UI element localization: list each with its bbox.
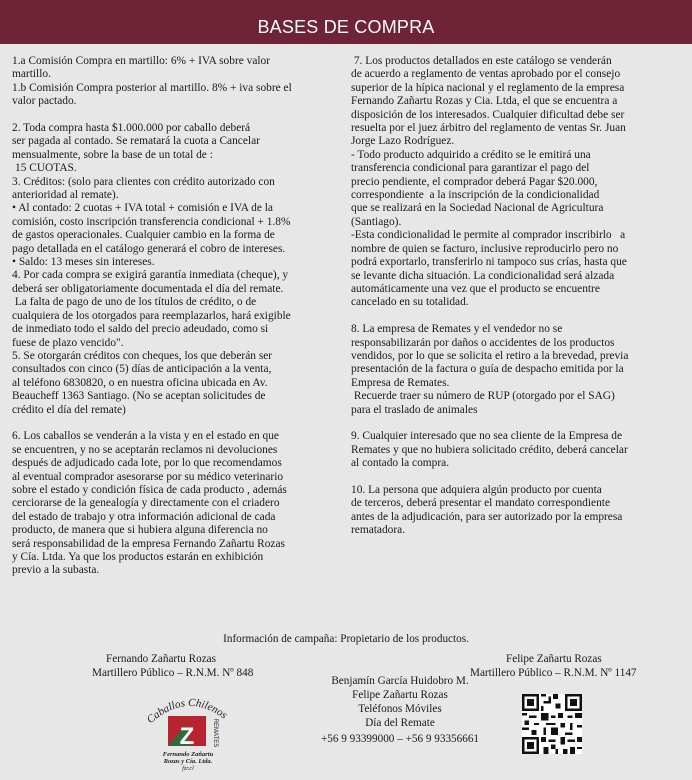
logo-line-1: Fernando Zañartu xyxy=(162,751,214,758)
clause-5: 5. Se otorgarán créditos con cheques, los que deberán ser consultados con cinco (5) días de anticipación a la venta, al teléfono 6830820, o en nuestra oficina ubicada en Av. Beaucheff 1363 Santiago. (No se aceptan solicitudes de crédito el día del remate) xyxy=(12,349,273,416)
footer xyxy=(0,628,692,779)
qr-code-icon xyxy=(522,694,582,754)
contact-block xyxy=(270,674,530,746)
logo-graphic xyxy=(138,688,238,776)
auctioneer-right-name: Felipe Zañartu Rozas xyxy=(506,653,602,665)
clause-3: 3. Créditos: (solo para clientes con crédito autorizado con anterioridad al remate). • Al contado: 2 cuotas + IVA total + comisión e IVA de la comisión, costo inscripción transferencia condicional + 1.8% de gastos operacionales. Cualquier cambio en la forma de pago detallada en el catálogo generará el cobro de intereses. • Saldo: 13 meses sin intereses. xyxy=(12,175,291,269)
clause-8: 8. La empresa de Remates y el vendedor no se responsabilizarán por daños o accidentes de los productos vendidos, por lo que se solicita el retiro a la brevedad, previa presentación de la factura o guía de despacho emitida por la Empresa de Remates. Recuerde traer su número de RUP (otorgado por el SAG) para el traslado de animales xyxy=(351,323,629,416)
left-column xyxy=(12,55,337,578)
contact-label: Teléfonos Móviles xyxy=(358,703,442,715)
logo-arc-text: Caballos Chilenos xyxy=(144,696,230,726)
contact-name-1: Benjamín García Huidobro M. xyxy=(331,675,469,687)
auctioneer-left-title: Martillero Público – R.N.M. Nº 848 xyxy=(92,667,254,679)
qr-code[interactable] xyxy=(522,694,582,754)
clause-10: 10. La persona que adquiera algún producto por cuenta de terceros, deberá presentar el mandato correspondiente antes de la adjudicación, para ser autorizado por la empresa rematadora. xyxy=(351,483,623,537)
svg-text:Z: Z xyxy=(179,723,195,750)
company-logo xyxy=(138,688,238,776)
logo-side-text: REMATES xyxy=(212,718,218,748)
logo-line-3: fzr.cl xyxy=(182,766,194,772)
contact-phones: +56 9 93399000 – +56 9 93356661 xyxy=(320,733,480,745)
campaign-info: Información de campaña: Propietario de los productos. xyxy=(223,633,469,645)
clause-6: 6. Los caballos se venderán a la vista y en el estado en que se encuentren, y no se aceptarán reclamos ni devoluciones después de adjudicado cada lote, por lo que recomendamos al eventual comprador asesorarse por su médico veterinario sobre el estado y condición física de cada producto , además cerciorarse de la genealogía y directamente con el criadero del estado de trabajo y otra información adicional de cada producto, de manera que si hubiera alguna diferencia no será responsabilidad de la empresa Fernando Zañartu Rozas y Cía. Ltda. Ya que los productos estarán en exhibición previo a la subasta. xyxy=(12,430,287,577)
clause-7: 7. Los productos detallados en este catálogo se venderán de acuerdo a reglamento de ventas aprobado por el consejo superior de la hípica nacional y el reglamento de la empresa Fernando Zañartu Rozas y Cia. Ltda, el que se encuentra a disposición de los interesados. Cualquier dificultad debe ser resuelta por el juez árbitro del reglamento de ventas Sr. Juan Jorge Lazo Rodríguez. - Todo producto adquirido a crédito se le emitirá una transferencia condicional para garantizar el pago del precio pendiente, el comprador deberá Pagar $20.000, correspondiente a la inscripción de la condicionalidad que se realizará en la Sociedad Nacional de Agricultura (Santiago). -Esta condicionalidad le permite al comprador inscribirlo a nombre de quien se facturo, inclusive reproducirlo pero no podrá exportarlo, transferirlo ni tampoco sus crías, hasta que se levante dicha situación. La condicionalidad será alzada automáticamente una vez que el producto se encuentre cancelado en su totalidad. xyxy=(351,55,627,309)
auctioneer-right-title: Martillero Público – R.N.M. Nº 1147 xyxy=(470,667,637,679)
auctioneer-left-name: Fernando Zañartu Rozas xyxy=(106,653,216,665)
right-column xyxy=(351,55,679,538)
clause-2: 2. Toda compra hasta $1.000.000 por caballo deberá ser pagada al contado. Se rematará la cuota a Cancelar mensualmente, sobre la base de un total de : 15 CUOTAS. xyxy=(12,122,260,175)
contact-name-2: Felipe Zañartu Rozas xyxy=(352,689,448,701)
logo-line-2: Rozas y Cía. Ltda. xyxy=(163,758,213,765)
clause-9: 9. Cualquier interesado que no sea cliente de la Empresa de Remates y que no hubiera solicitado crédito, deberá cancelar al contado la compra. xyxy=(351,430,628,470)
clause-1b: 1.b Comisión Compra posterior al martillo. 8% + iva sobre el valor pactado. xyxy=(12,81,292,108)
contact-sublabel: Día del Remate xyxy=(365,717,435,729)
page-title: BASES DE COMPRA xyxy=(257,17,435,37)
clause-1a: 1.a Comisión Compra en martillo: 6% + IVA sobre valor martillo. xyxy=(12,55,271,81)
clause-4: 4. Por cada compra se exigirá garantía inmediata (cheque), y deberá ser obligatoriamente documentada el día del remate. La falta de pago de uno de los títulos de crédito, o de cualquiera de los otorgados para reemplazarlos, hará exigible de inmediato todo el saldo del precio adeudado, como si fuese de plazo vencido". xyxy=(12,269,291,349)
page-header xyxy=(0,0,692,44)
